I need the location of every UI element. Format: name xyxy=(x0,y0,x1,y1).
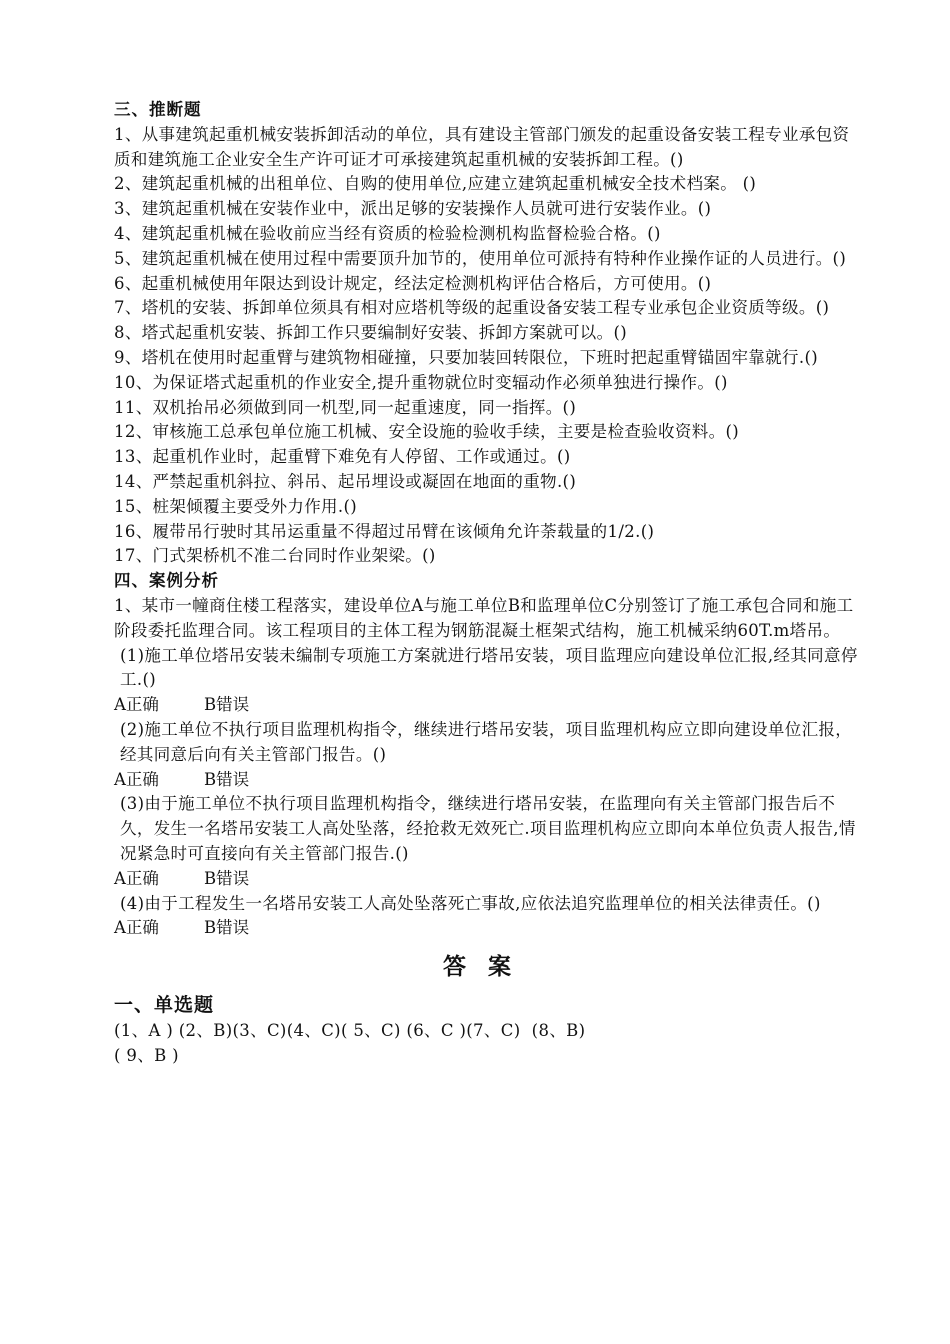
case-question-text: (2)施工单位不执行项目监理机构指令，继续进行塔吊安装，项目监理机构应立即向建设单位汇报，经其同意后向有关主管部门报告。() xyxy=(120,719,853,764)
case-question xyxy=(114,892,862,942)
judgment-question: 14、严禁起重机斜拉、斜吊、起吊埋设或凝固在地面的重物.() xyxy=(114,471,577,491)
judgment-question: 4、建筑起重机械在验收前应当经有资质的检验检测机构监督检验合格。() xyxy=(114,223,661,243)
judgment-question: 12、审核施工总承包单位施工机械、安全设施的验收手续，主要是检查验收资料。() xyxy=(114,422,740,442)
case-question xyxy=(114,644,862,718)
judgment-question: 1、从事建筑起重机械安装拆卸活动的单位，具有建设主管部门颁发的起重设备安装工程专业承包资质和建筑施工企业安全生产许可证才可承接建筑起重机械的安装拆卸工程。() xyxy=(114,124,850,169)
answers-line: (1、A ) (2、B)(3、C)(4、C)( 5、C) (6、C )(7、C) (8、B) xyxy=(114,1021,586,1041)
judgment-question: 3、建筑起重机械在安装作业中，派出足够的安装操作人员就可进行安装作业。() xyxy=(114,199,712,219)
answers-section-heading: 一、单选题 xyxy=(114,994,215,1017)
case-question-text: (1)施工单位塔吊安装未编制专项施工方案就进行塔吊安装，项目监理应向建设单位汇报,经其同意停工.() xyxy=(120,645,858,690)
judgment-question-list xyxy=(114,123,862,569)
case-options xyxy=(114,867,862,892)
option-a: A正确 xyxy=(114,695,159,715)
case-options xyxy=(114,693,862,718)
option-b: B错误 xyxy=(204,918,250,938)
option-b: B错误 xyxy=(204,769,250,789)
section-heading-judgment: 三、推断题 xyxy=(114,100,202,119)
case-intro: 1、某市一幢商住楼工程落实，建设单位A与施工单位B和监理单位C分别签订了施工承包合同和施工阶段委托监理合同。该工程项目的主体工程为钢筋混凝土框架式结构，施工机械采纳60T.m塔吊。 xyxy=(114,595,854,640)
judgment-question: 2、建筑起重机械的出租单位、自购的使用单位,应建立建筑起重机械安全技术档案。 () xyxy=(114,174,757,194)
judgment-question: 6、起重机械使用年限达到设计规定，经法定检测机构评估合格后，方可使用。() xyxy=(114,273,712,293)
judgment-question: 10、为保证塔式起重机的作业安全,提升重物就位时变辐动作必须单独进行操作。() xyxy=(114,372,728,392)
judgment-question: 16、履带吊行驶时其吊运重量不得超过吊臂在该倾角允许荼载量的1/2.() xyxy=(114,521,655,541)
judgment-question: 5、建筑起重机械在使用过程中需要顶升加节的，使用单位可派持有特种作业操作证的人员进行。() xyxy=(114,248,847,268)
judgment-question: 15、桩架倾覆主要受外力作用.() xyxy=(114,496,358,516)
section-heading-case-analysis: 四、案例分析 xyxy=(114,571,219,591)
judgment-question: 8、塔式起重机安装、拆卸工作只要编制好安装、拆卸方案就可以。() xyxy=(114,323,628,343)
judgment-question: 11、双机抬吊必须做到同一机型,同一起重速度，同一指挥。() xyxy=(114,397,577,417)
option-a: A正确 xyxy=(114,918,159,938)
answers-title: 答案 xyxy=(443,953,533,981)
judgment-question: 13、起重机作业时，起重臂下难免有人停留、工作或通过。() xyxy=(114,447,571,467)
judgment-question: 7、塔机的安装、拆卸单位须具有相对应塔机等级的起重设备安装工程专业承包企业资质等级。() xyxy=(114,298,830,318)
judgment-question: 17、门式架桥机不准二台同时作业架梁。() xyxy=(114,546,436,566)
case-options xyxy=(114,768,862,793)
case-question-text: (3)由于施工单位不执行项目监理机构指令，继续进行塔吊安装，在监理向有关主管部门报告后不久，发生一名塔吊安装工人高处坠落，经抢救无效死亡.项目监理机构应立即向本单位负责人报告,情况紧急时可直接向有关主管部门报告.() xyxy=(120,794,856,863)
case-question xyxy=(114,792,862,891)
document-page xyxy=(114,98,862,1069)
judgment-question: 9、塔机在使用时起重臂与建筑物相碰撞，只要加装回转限位，下班时把起重臂锚固牢靠就行.() xyxy=(114,347,819,367)
option-b: B错误 xyxy=(204,868,250,888)
case-question xyxy=(114,718,862,792)
case-question-text: (4)由于工程发生一名塔吊安装工人高处坠落死亡事故,应依法追究监理单位的相关法律责任。() xyxy=(120,893,821,913)
option-a: A正确 xyxy=(114,769,159,789)
answers-line: ( 9、B ) xyxy=(114,1045,179,1065)
option-b: B错误 xyxy=(204,695,250,715)
case-options xyxy=(114,916,862,941)
option-a: A正确 xyxy=(114,868,159,888)
